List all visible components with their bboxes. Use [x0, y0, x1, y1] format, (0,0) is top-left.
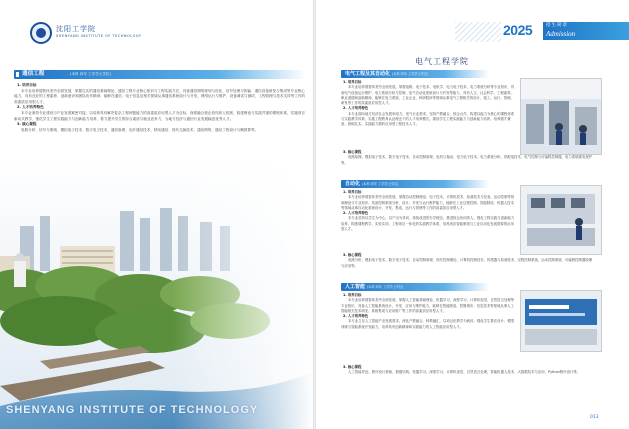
heading-goal: 1. 培养目标 — [343, 293, 362, 297]
heading-courses: 3. 核心课程 — [17, 122, 37, 127]
heading-courses: 3. 核心课程 — [343, 150, 362, 154]
school-name-watermark: SHENYANG INSTITUTE OF TECHNOLOGY — [6, 404, 259, 416]
major-title: 通信工程 — [22, 71, 45, 77]
major-header-ai — [341, 283, 489, 291]
page-number: 013 — [590, 415, 599, 420]
heading-courses: 3. 核心课程 — [343, 365, 362, 369]
paragraph-goal: 本专业培养德智体美劳全面发展，掌握扎实的通信基础理论、通信工程专业核心知识与工程实践方法，具备通信网络规划与优化、信号处理与传输、通信设备研发与集成等专业核心能力，具有良好的工程素养、创新意识和团队协作精神，能够在通信、电子信息及相关领域从事通信系统设计与开发、网络运行与维护、设备调试与测试、工程管理与技术支持等工作的高素质应用型人才。 — [14, 88, 306, 104]
electrical-description — [341, 80, 517, 128]
paragraph-feature: 本专业面向地方经济社会发展和电力、电气行业需求，坚持产教融合、校企合作，构建以能力为核心的课程体系与实践教学体系，实施工程教育认证理念下的人才培养模式，重视学生工程实践能力与创新能力培养，培养德才兼备、基础扎实、实践能力强的应用型工程技术人才。 — [341, 111, 515, 127]
ai-description — [341, 293, 517, 330]
ai-courses — [341, 365, 594, 376]
major-title: 电气工程及其自动化 (本科 四年 工学学士学位) — [345, 71, 429, 77]
university-name: 沈阳工学院 — [56, 25, 96, 33]
paragraph-feature: 本专业坚持以学生为中心、以产出为导向、持续改进的办学理念，推进校企协同育人，强化工程实践与创新能力培养，构建课程教学、实验实训、工程项目一体化的实践教学体系，培养适应智能制造与工业自动化发展需要的应用型人才。 — [341, 216, 515, 232]
heading-feature: 2. 人才培养特色 — [343, 314, 369, 319]
lab-photo-electrical — [520, 78, 602, 155]
lab-photo-ai — [520, 290, 602, 352]
campus-photo — [0, 156, 314, 429]
paragraph-courses: 电路原理、模拟电子技术、数字电子技术、自动控制原理、电机与拖动、电力电子技术、电力系统分析、供配电技术、电气控制与可编程控制器、电力系统继电保护等。 — [341, 155, 593, 165]
heading-goal: 1. 培养目标 — [343, 190, 362, 194]
brochure-year: 2025 — [503, 22, 533, 38]
paragraph-feature: 本专业秉持专业建设与产业发展紧密对接，以培养具有解决复杂工程问题能力的高素质应用型人才为目标，深度融合校企协同育人机制，构建理论与实践并重的课程体系，实施项目驱动式教学，强化学生工程实践能力与创新能力培养，着力提升学生的综合素质与就业竞争力，为地方经济与通信行业发展输送优秀人才。 — [14, 110, 305, 121]
admission-label-cn: 招生简章 — [546, 23, 568, 28]
admission-label-en: Admission — [546, 30, 576, 38]
electrical-courses — [341, 150, 594, 166]
automation-description — [341, 190, 517, 232]
paragraph-courses: 电路分析、信号与系统、模拟电子技术、数字电子技术、通信原理、光纤通信技术、移动通信、现代交换技术、通信网络、通信工程设计与概预算等。 — [21, 127, 259, 132]
campus-landscape-image — [0, 156, 314, 429]
heading-courses: 3. 核心课程 — [343, 253, 362, 257]
university-logo — [30, 22, 52, 44]
major-title: 自动化 (本科 四年 工学学士学位) — [345, 181, 399, 187]
paragraph-goal: 本专业培养德智体美劳全面发展，掌握电路、电子技术、电机学、电力电子技术、电力系统分析等专业知识，具备电气设备运行维护、电力系统分析与控制、电气自动化系统设计与开发等能力，具有人文、社会科学、工程素养、职业道德和创新精神，能够在电力系统、工业企业、科研院所等领域从事电气工程相关的设计、施工、运行、管理、研发等工作的高素质应用型人才。 — [341, 85, 515, 106]
header-bar-mark — [16, 72, 19, 77]
university-name-en: SHENYANG INSTITUTE OF TECHNOLOGY — [56, 34, 142, 38]
lab-photo-automation — [520, 185, 602, 255]
heading-goal: 1. 培养目标 — [343, 80, 362, 84]
major-header-electrical — [341, 70, 489, 78]
major-header-automation — [341, 180, 489, 188]
header-decoration — [455, 22, 501, 42]
automation-courses — [341, 253, 594, 269]
book-spine — [313, 0, 316, 429]
paragraph-feature: 本专业立足人工智能产业发展需求，深化产教融合、科教融汇，以项目化教学为载体，强化学生算法设计、模型训练与智能系统开发能力，培养具有创新精神和实践能力的人工智能应用型人才。 — [341, 319, 515, 329]
heading-goal: 1. 培养目标 — [17, 83, 37, 87]
paragraph-goal: 本专业培养德智体美劳全面发展，掌握人工智能基础理论、机器学习、深度学习、计算机视觉、自然语言处理等专业知识，具备人工智能系统设计、开发、应用与维护能力，能够在智能制造、智慧城市、信息技术等领域从事人工智能相关技术研发、系统集成与应用推广等工作的高素质应用型人才。 — [341, 298, 515, 313]
paragraph-courses: 电路分析、模拟电子技术、数字电子技术、自动控制原理、现代控制理论、计算机控制技术、传感器与检测技术、过程控制系统、运动控制系统、可编程控制器原理与应用等。 — [341, 258, 593, 268]
college-title: 电气工程学院 — [415, 57, 469, 66]
paragraph-goal: 本专业培养德智体美劳全面发展，掌握自动控制理论、电子技术、计算机技术、检测技术与仪表、运动控制等基础理论与专业知识，具备控制系统分析、设计、开发与运行维护能力，能够在工业过程控制、智能制造、机器人技术等领域从事自动化系统设计、开发、集成、运行与管理等工作的高素质应用型人才。 — [341, 195, 515, 210]
heading-feature: 2. 人才培养特色 — [343, 106, 369, 111]
left-page — [0, 0, 314, 429]
major-description — [14, 83, 306, 133]
major-subtitle: (本科 四年 工学学士学位) — [70, 72, 112, 76]
heading-feature: 2. 人才培养特色 — [17, 105, 44, 110]
major-title: 人工智能 (本科 四年 工学学士学位) — [345, 284, 404, 290]
heading-feature: 2. 人才培养特色 — [343, 211, 369, 216]
paragraph-courses: 人工智能导论、程序设计基础、数据结构、机器学习、深度学习、计算机视觉、自然语言处理、智能机器人技术、大数据技术与应用、Python程序设计等。 — [348, 370, 581, 375]
major-header-communication — [14, 70, 306, 79]
